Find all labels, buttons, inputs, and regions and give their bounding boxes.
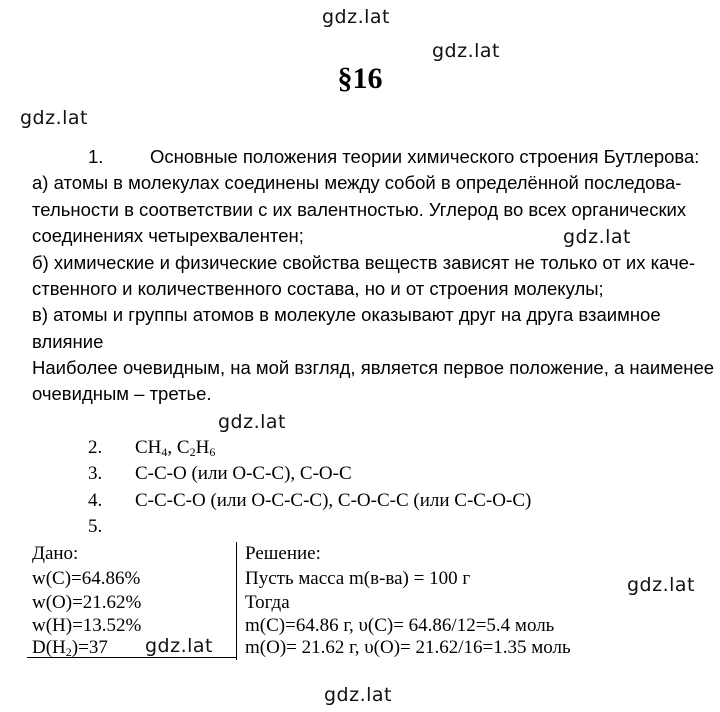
watermark: gdz.lat [322,6,391,28]
item-1-line: тельности в соответствии с их валентностью. Углерод во всех органических [32,199,687,220]
watermark: gdz.lat [563,226,632,248]
watermark: gdz.lat [627,574,696,596]
given-wh: w(H)=13.52% [32,615,142,636]
solution-line: Тогда [245,592,290,613]
watermark: gdz.lat [145,635,214,657]
solution-line: m(O)= 21.62 г, υ(O)= 21.62/16=1.35 моль [245,637,571,658]
item-5-number: 5. [88,516,103,537]
given-label: Дано: [32,543,79,564]
item-3-text: C-C-O (или O-C-C), C-O-C [135,463,352,484]
item-1-line: б) химические и физические свойства веществ зависят не только от их каче- [32,252,696,273]
item-3-number: 3. [88,463,103,484]
item-4-number: 4. [88,490,103,511]
item-1-heading: Основные положения теории химического строения Бутлерова: [150,146,700,167]
item-2-formula: $CH_4$, $C_2H_6$ [135,437,216,459]
given-density: $D(H_2)=37$ [32,637,108,659]
item-1-line: Наиболее очевидным, на мой взгляд, является первое положение, а наименее [32,357,715,378]
item-1-line: влияние [32,331,104,352]
solution-line: m(C)=64.86 г, υ(C)= 64.86/12=5.4 моль [245,615,555,636]
item-1-line: соединениях четырехвалентен; [32,225,304,246]
item-1-line: в) атомы и группы атомов в молекуле оказывают друг на друга взаимное [32,304,661,325]
solution-label: Решение: [245,543,321,564]
watermark: gdz.lat [432,40,501,62]
item-1-line: ственного и количественного состава, но и от строения молекулы; [32,278,604,299]
watermark: gdz.lat [218,411,287,433]
item-2-number: 2. [88,437,103,458]
page-title: §16 [337,62,383,95]
item-4-text: C-C-C-O (или O-C-C-C), C-O-C-C (или C-C-O-C) [135,490,532,511]
solution-line: Пусть масса m(в-ва) = 100 г [245,568,471,589]
watermark: gdz.lat [20,107,89,129]
item-1-line: а) атомы в молекулах соединены между собой в определённой последова- [32,172,682,193]
given-wo: w(O)=21.62% [32,592,142,613]
item-1-number: 1. [88,146,104,167]
watermark: gdz.lat [324,684,393,706]
item-1-line: очевидным – третье. [32,383,212,404]
table-divider-vertical [236,542,237,660]
given-wc: w(C)=64.86% [32,568,141,589]
